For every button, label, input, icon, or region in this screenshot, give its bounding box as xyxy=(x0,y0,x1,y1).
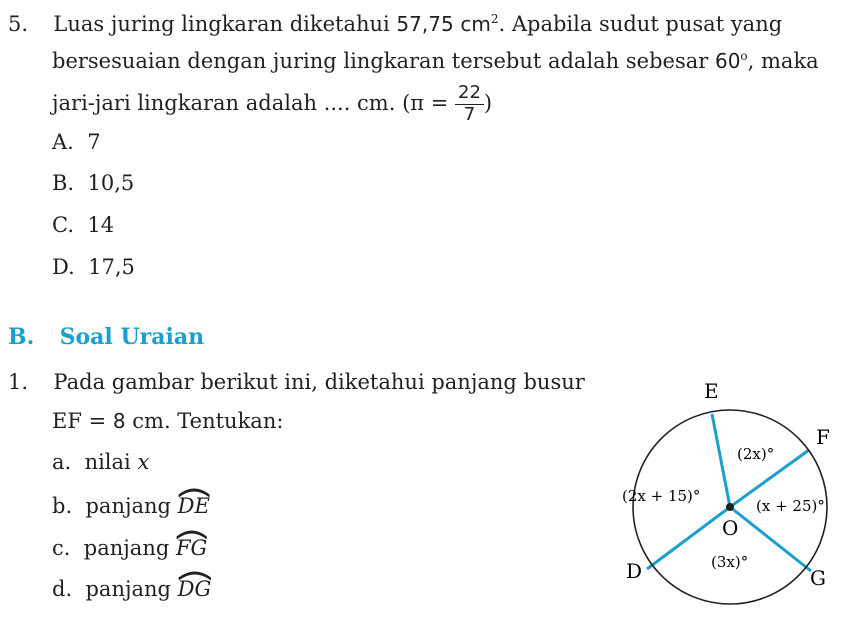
angle-DOE-label: (2x + 15)° xyxy=(622,487,701,505)
q5-pi-eq: π = xyxy=(410,90,456,115)
q1-c-letter: c. xyxy=(52,536,71,560)
q5-area-exp: 2 xyxy=(490,12,499,26)
q1-b-letter: b. xyxy=(52,494,73,518)
q5-angle-unit: o xyxy=(740,49,748,63)
angle-FOG-label: (x + 25)° xyxy=(756,497,825,515)
q5-number: 5. xyxy=(8,12,29,36)
q1-number: 1. xyxy=(8,370,29,394)
label-E: E xyxy=(704,379,719,403)
q1-ef-rest: cm. Tentukan: xyxy=(125,409,284,433)
label-F: F xyxy=(816,425,830,449)
section-b-title: Soal Uraian xyxy=(59,324,205,350)
q1-text-1: Pada gambar berikut ini, diketahui panjang busur xyxy=(53,370,585,394)
q1-a-letter: a. xyxy=(52,450,72,474)
q1-c-text: panjang xyxy=(83,536,176,560)
q5-option-a-letter: A. xyxy=(52,130,74,154)
q5-pi-num: 22 xyxy=(455,84,484,105)
q5-option-a-value: 7 xyxy=(87,130,101,154)
q5-text-1b: . Apabila sudut pusat yang xyxy=(498,12,783,36)
q5-pi-den: 7 xyxy=(463,103,476,125)
q1-ef-value: 8 xyxy=(112,409,126,433)
angle-EOF-label: (2x)° xyxy=(737,445,775,463)
q5-option-c-letter: C. xyxy=(52,213,74,237)
center-point-O xyxy=(726,503,734,511)
section-b-letter: B. xyxy=(8,324,35,350)
q5-text-3b: ) xyxy=(483,90,493,115)
label-O: O xyxy=(722,516,739,540)
q5-angle-value: 60 xyxy=(714,49,741,73)
q5-option-c-value: 14 xyxy=(87,213,115,237)
q5-area-unit: cm xyxy=(460,12,491,36)
q5-area-value: 57,75 xyxy=(396,12,454,36)
radius-OE xyxy=(712,414,730,507)
q5-text-2a: bersesuaian dengan juring lingkaran tersebut adalah sebesar xyxy=(52,49,715,73)
label-D: D xyxy=(626,559,643,583)
q5-option-d-value: 17,5 xyxy=(88,255,135,279)
q5-text-3a: jari-jari lingkaran adalah .... cm. ( xyxy=(52,90,411,115)
q1-ef-label: EF xyxy=(52,409,82,433)
q5-text-2b: , maka xyxy=(747,49,819,73)
q5-option-b-letter: B. xyxy=(52,171,75,195)
q1-d-text: panjang xyxy=(85,577,178,601)
q1-d-arc-text: DG xyxy=(177,577,212,601)
q1-a-text: nilai xyxy=(84,450,138,474)
q1-b-text: panjang xyxy=(85,494,178,518)
q5-option-b-value: 10,5 xyxy=(87,171,135,195)
q1-b-arc-text: DE xyxy=(177,494,210,518)
q1-ef-eq: = xyxy=(81,409,113,433)
q5-option-d-letter: D. xyxy=(52,255,75,279)
q5-text-1a: Luas juring lingkaran diketahui xyxy=(53,12,397,36)
label-G: G xyxy=(810,566,826,590)
q1-a-var: x xyxy=(137,450,150,474)
q1-c-arc-text: FG xyxy=(175,536,208,560)
q1-d-letter: d. xyxy=(52,577,73,601)
angle-DOG-label: (3x)° xyxy=(711,553,749,571)
